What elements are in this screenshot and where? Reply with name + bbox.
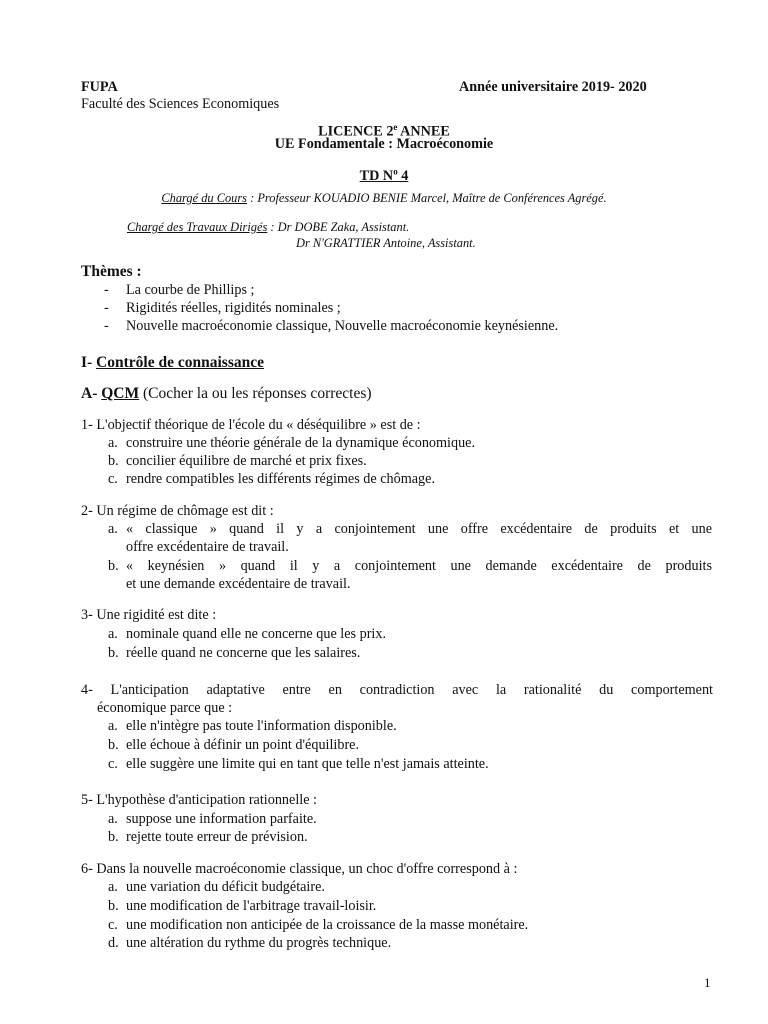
option-2a-cont: offre excédentaire de travail.	[126, 539, 289, 555]
question-4-cont: économique parce que :	[97, 700, 233, 716]
ue-title: UE Fondamentale : Macroéconomie	[274, 136, 494, 152]
td-lecturer: Chargé des Travaux Dirigés : Dr DOBE Zaka, Assistant.	[127, 220, 410, 234]
question-1: 1- L'objectif théorique de l'école du « déséquilibre » est de :	[81, 417, 421, 433]
td-lecturer-second: Dr N'GRATTIER Antoine, Assistant.	[296, 236, 476, 250]
university-name: FUPA	[81, 79, 118, 95]
question-2: 2- Un régime de chômage est dit :	[81, 503, 274, 519]
option-2b-cont: et une demande excédentaire de travail.	[126, 576, 351, 592]
qcm-heading: A- QCM (Cocher la ou les réponses correctes)	[81, 385, 372, 402]
course-lecturer: Chargé du Cours : Professeur KOUADIO BENIE Marcel, Maître de Conférences Agrégé.	[161, 191, 607, 205]
section-heading: I- Contrôle de connaissance	[81, 354, 264, 371]
question-5: 5- L'hypothèse d'anticipation rationnelle :	[81, 792, 317, 808]
td-title: TD $N^o$ 4	[359, 166, 409, 184]
faculty-name: Faculté des Sciences Economiques	[81, 96, 280, 112]
question-6: 6- Dans la nouvelle macroéconomie classique, un choc d'offre correspond à :	[81, 861, 518, 877]
question-4: 4- L'anticipation adaptative entre en contradiction avec la rationalité du comportement	[81, 682, 713, 698]
page-number: 1	[704, 975, 711, 990]
licence-title: LICENCE 2e ANNEE	[318, 122, 450, 140]
themes-title: Thèmes :	[81, 263, 142, 280]
academic-year: Année universitaire 2019- 2020	[459, 79, 647, 95]
question-3: 3- Une rigidité est dite :	[81, 607, 217, 623]
